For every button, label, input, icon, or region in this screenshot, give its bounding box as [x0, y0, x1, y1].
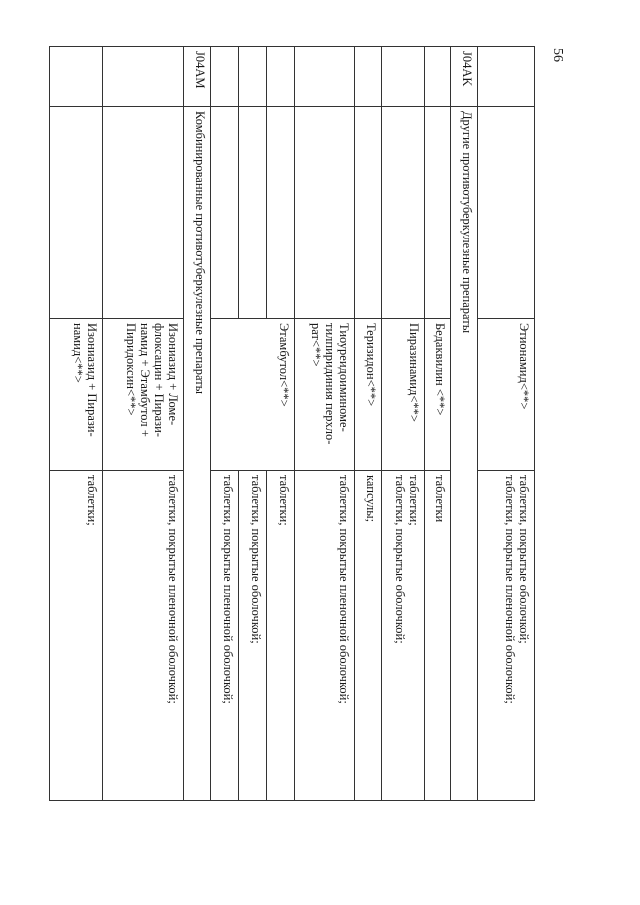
- code-cell: [50, 47, 103, 107]
- drug-cell: Этионамид<**>: [478, 319, 535, 471]
- table-row: [355, 47, 382, 801]
- form-line: таблетки;: [85, 475, 99, 526]
- table-row: [382, 47, 425, 801]
- form-line: таблетки, покрытые оболочкой;: [249, 475, 263, 644]
- forms-cell: [103, 471, 184, 801]
- form-line: таблетки, покрытые пленочной оболочкой;: [221, 475, 235, 704]
- table-row: [295, 47, 355, 801]
- code-cell: [239, 47, 267, 107]
- forms-cell: [478, 471, 535, 801]
- forms-cell: [355, 471, 382, 801]
- drug-cell: Пиразинамид<**>: [382, 319, 425, 471]
- group-cell: [267, 107, 295, 319]
- form-line: таблетки, покрытые оболочкой;: [517, 475, 531, 644]
- group-cell: [382, 107, 425, 319]
- group-cell: [50, 107, 103, 319]
- forms-cell: [295, 471, 355, 801]
- page-number: 56: [550, 48, 565, 62]
- section-title: Другие противотуберкулезные препараты: [451, 107, 478, 801]
- section-title: Комбинированные противотуберкулезные препараты: [184, 107, 211, 801]
- form-line: капсулы;: [364, 475, 378, 523]
- group-cell: [355, 107, 382, 319]
- drug-table: [49, 46, 535, 801]
- code-cell: [267, 47, 295, 107]
- group-cell: [211, 107, 239, 319]
- form-line: таблетки, покрытые пленочной оболочкой;: [337, 475, 351, 704]
- code-cell: [382, 47, 425, 107]
- form-line: таблетки, покрытые пленочной оболочкой;: [503, 475, 517, 704]
- forms-cell: [425, 471, 451, 801]
- code-cell: [355, 47, 382, 107]
- section-header-row: [184, 47, 211, 801]
- group-cell: [295, 107, 355, 319]
- forms-cell: [382, 471, 425, 801]
- code-cell: [478, 47, 535, 107]
- table-row: [50, 47, 103, 801]
- rotated-table-container: [71, 46, 535, 800]
- drug-cell: Тиоуреидоиминоме-тилпиридиния перхло-рат<**>: [295, 319, 355, 471]
- section-code: J04AM: [184, 47, 211, 107]
- table-row: [478, 47, 535, 801]
- form-line: таблетки;: [407, 475, 421, 526]
- forms-cell: [211, 471, 239, 801]
- drug-cell: Изониазид + Пирази-намид<**>: [50, 319, 103, 471]
- table-row: [267, 47, 295, 801]
- drug-cell: Теризидон<**>: [355, 319, 382, 471]
- table-row: [425, 47, 451, 801]
- group-cell: [478, 107, 535, 319]
- drug-cell: Бедаквилин <**>: [425, 319, 451, 471]
- group-cell: [239, 107, 267, 319]
- section-header-row: [451, 47, 478, 801]
- form-line: таблетки, покрытые пленочной оболочкой;: [166, 475, 180, 704]
- forms-cell: [239, 471, 267, 801]
- section-code: J04AK: [451, 47, 478, 107]
- form-line: таблетки: [433, 475, 447, 523]
- forms-cell: [267, 471, 295, 801]
- code-cell: [295, 47, 355, 107]
- code-cell: [211, 47, 239, 107]
- drug-cell: Изониазид + Ломе-флоксацин + Пирази-намид + Этамбутол + Пиридоксин<**>: [103, 319, 184, 471]
- form-line: таблетки;: [277, 475, 291, 526]
- group-cell: [103, 107, 184, 319]
- form-line: таблетки, покрытые оболочкой;: [393, 475, 407, 644]
- code-cell: [425, 47, 451, 107]
- table-row: [103, 47, 184, 801]
- group-cell: [425, 107, 451, 319]
- code-cell: [103, 47, 184, 107]
- drug-cell: Этамбутол<**>: [211, 319, 295, 471]
- forms-cell: [50, 471, 103, 801]
